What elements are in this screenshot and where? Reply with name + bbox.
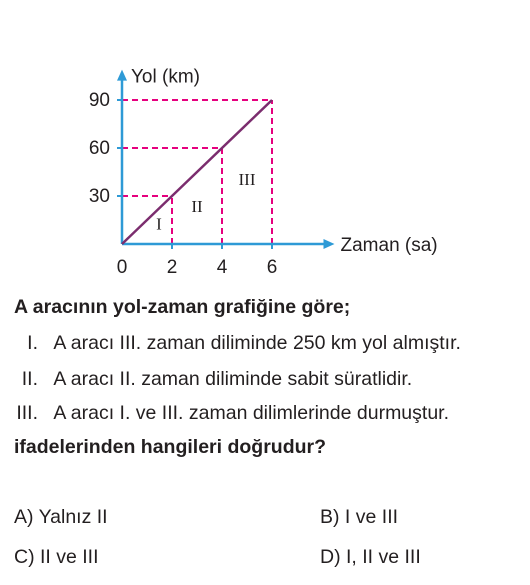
statement-2-number: II. <box>21 368 38 390</box>
x-tick-label-4: 4 <box>216 257 228 278</box>
option-b-letter: B) <box>320 506 340 528</box>
distance-time-chart <box>0 0 530 290</box>
option-d-letter: D) <box>320 546 341 568</box>
option-c-text: II ve III <box>40 546 99 568</box>
x-tick-label-2: 2 <box>166 257 178 278</box>
chart-labels <box>89 67 438 278</box>
statement-3 <box>6 402 449 425</box>
x-axis-arrow-icon <box>324 239 335 249</box>
statement-2-text: A aracı II. zaman diliminde sabit süratlidir. <box>53 368 413 390</box>
option-d-text: I, II ve III <box>346 546 421 568</box>
x-tick-label-6: 6 <box>266 257 278 278</box>
statement-1-number: I. <box>27 332 38 354</box>
y-tick-label-30: 30 <box>88 186 110 207</box>
option-c-letter: C) <box>14 546 35 568</box>
chart-axes <box>117 70 335 249</box>
question-stem: A aracının yol-zaman grafiğine göre; <box>14 296 351 318</box>
y-tick-label-60: 60 <box>88 138 110 159</box>
option-a[interactable] <box>14 506 108 529</box>
x-axis-label: Zaman (sa) <box>340 235 438 256</box>
statement-2 <box>12 368 412 391</box>
option-b[interactable] <box>320 506 398 529</box>
interval-label-1: I <box>156 214 162 234</box>
statement-1-text: A aracı III. zaman diliminde 250 km yol almıştır. <box>53 332 461 354</box>
question-closing: ifadelerinden hangileri doğrudur? <box>14 436 327 458</box>
option-a-letter: A) <box>14 506 34 528</box>
x-tick-label-0: 0 <box>116 257 128 278</box>
interval-label-2: II <box>191 197 203 216</box>
statement-3-text: A aracı I. ve III. zaman dilimlerinde durmuştur. <box>53 402 450 424</box>
statement-1 <box>18 332 461 355</box>
y-axis-arrow-icon <box>117 70 127 81</box>
option-d[interactable] <box>320 546 421 569</box>
interval-label-3: III <box>238 169 256 189</box>
y-axis-label: Yol (km) <box>131 66 200 88</box>
option-b-text: I ve III <box>344 506 399 528</box>
option-c[interactable] <box>14 546 99 569</box>
statement-3-number: III. <box>16 402 38 424</box>
y-tick-label-90: 90 <box>88 90 110 111</box>
option-a-text: Yalnız II <box>38 506 108 528</box>
